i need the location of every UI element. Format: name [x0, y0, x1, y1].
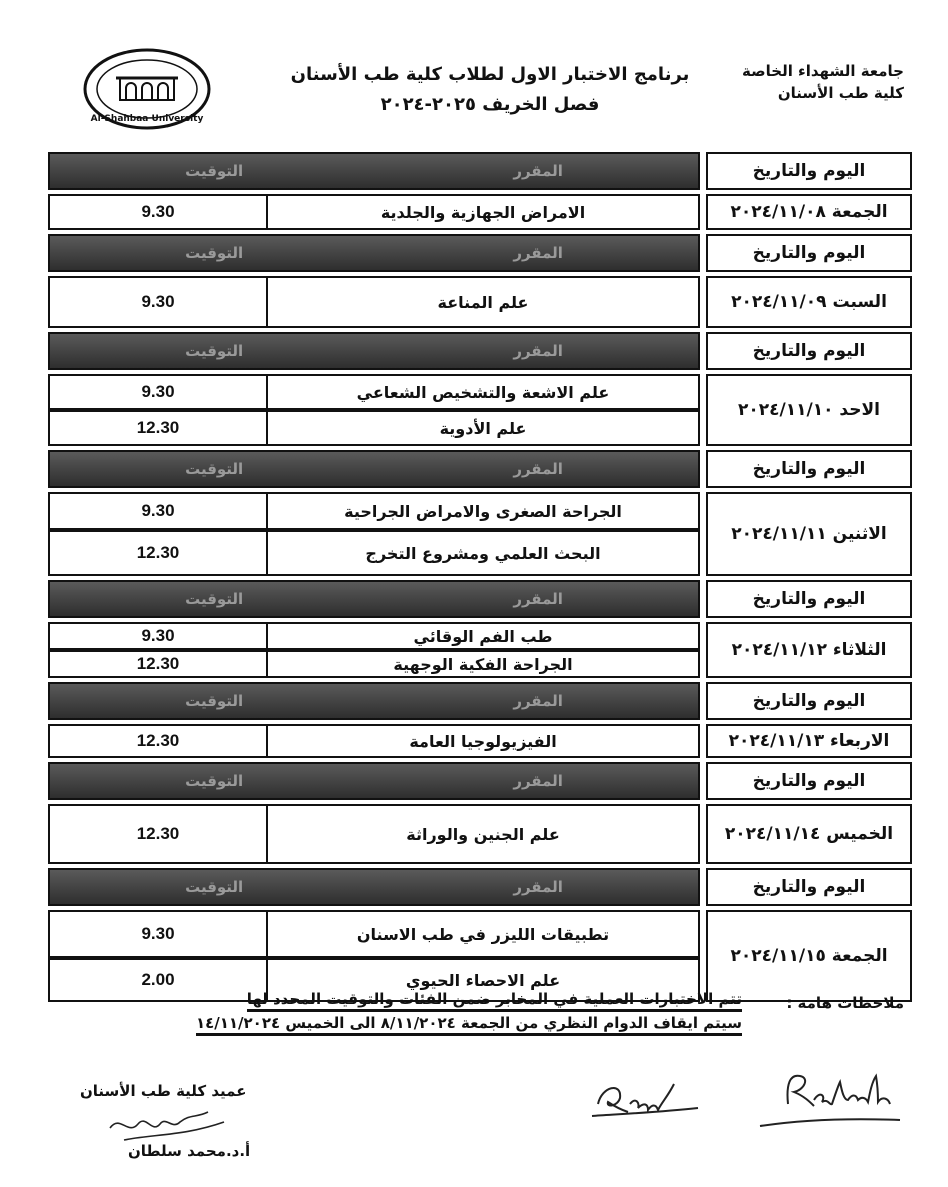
- course-name: علم الأدوية: [268, 410, 700, 446]
- time-header: التوقيت: [185, 342, 244, 360]
- note-item: تتم الاختبارات العملية في المخابر ضمن الفئات والتوقيت المحدد لها: [247, 990, 742, 1012]
- course-name: الجراحة الفكية الوجهية: [268, 650, 700, 678]
- exam-date: الثلاثاء ٢٠٢٤/١١/١٢: [706, 622, 912, 678]
- exam-time: 9.30: [48, 910, 268, 958]
- course-name: علم الجنين والوراثة: [268, 804, 700, 864]
- university-line: جامعة الشهداء الخاصة: [742, 62, 904, 80]
- course-header: المقرر: [513, 772, 563, 790]
- exam-time: 12.30: [48, 530, 268, 576]
- time-header: التوقيت: [185, 692, 244, 710]
- exam-time: 12.30: [48, 804, 268, 864]
- note-item: سيتم ايقاف الدوام النظري من الجمعة ٨/١١/٢٠٢٤ الى الخميس ١٤/١١/٢٠٢٤: [196, 1014, 742, 1036]
- day-date-header: اليوم والتاريخ: [706, 762, 912, 800]
- time-header: التوقيت: [185, 460, 244, 478]
- day-date-header: اليوم والتاريخ: [706, 868, 912, 906]
- signature-ram: [586, 1070, 706, 1130]
- course-name: علم المناعة: [268, 276, 700, 328]
- column-header-row: [48, 868, 700, 906]
- day-date-header: اليوم والتاريخ: [706, 682, 912, 720]
- exam-time: 9.30: [48, 622, 268, 650]
- exam-time: 12.30: [48, 410, 268, 446]
- day-date-header: اليوم والتاريخ: [706, 332, 912, 370]
- column-header-row: [48, 234, 700, 272]
- dean-signature: [104, 1100, 244, 1148]
- course-name: البحث العلمي ومشروع التخرج: [268, 530, 700, 576]
- column-header-row: [48, 450, 700, 488]
- exam-time: 9.30: [48, 492, 268, 530]
- course-header: المقرر: [513, 244, 563, 262]
- column-header-row: [48, 332, 700, 370]
- exam-time: 9.30: [48, 194, 268, 230]
- time-header: التوقيت: [185, 878, 244, 896]
- exam-date: الاثنين ٢٠٢٤/١١/١١: [706, 492, 912, 576]
- day-date-header: اليوم والتاريخ: [706, 234, 912, 272]
- exam-schedule-table: [48, 152, 912, 990]
- course-header: المقرر: [513, 590, 563, 608]
- time-header: التوقيت: [185, 162, 244, 180]
- course-header: المقرر: [513, 692, 563, 710]
- column-header-row: [48, 682, 700, 720]
- document-title: [290, 60, 690, 120]
- exam-time: 12.30: [48, 724, 268, 758]
- exam-time: 9.30: [48, 374, 268, 410]
- university-logo: [82, 48, 212, 130]
- dean-title: عميد كلية طب الأسنان: [80, 1082, 247, 1100]
- exam-time: 2.00: [48, 958, 268, 1002]
- exam-date: السبت ٢٠٢٤/١١/٠٩: [706, 276, 912, 328]
- column-header-row: [48, 152, 700, 190]
- time-header: التوقيت: [185, 590, 244, 608]
- column-header-row: [48, 580, 700, 618]
- course-name: الامراض الجهازية والجلدية: [268, 194, 700, 230]
- title-line: برنامج الاختبار الاول لطلاب كلية طب الأسنان: [290, 64, 690, 85]
- semester-line: فصل الخريف ٢٠٢٥-٢٠٢٤: [380, 94, 600, 115]
- exam-time: 12.30: [48, 650, 268, 678]
- notes-label: ملاحظات هامة :: [786, 994, 904, 1012]
- university-name: [742, 60, 904, 104]
- day-date-header: اليوم والتاريخ: [706, 580, 912, 618]
- column-header-row: [48, 762, 700, 800]
- dean-name: أ.د.محمد سلطان: [128, 1142, 251, 1160]
- exam-date: الاربعاء ٢٠٢٤/١١/١٣: [706, 724, 912, 758]
- course-name: علم الاحصاء الحيوي: [268, 958, 700, 1002]
- course-name: الجراحة الصغرى والامراض الجراحية: [268, 492, 700, 530]
- course-header: المقرر: [513, 878, 563, 896]
- logo-text: Al-Shahbaa University: [90, 114, 204, 124]
- exam-date: الجمعة ٢٠٢٤/١١/٠٨: [706, 194, 912, 230]
- course-header: المقرر: [513, 460, 563, 478]
- exam-date: الجمعة ٢٠٢٤/١١/١٥: [706, 910, 912, 1002]
- exam-time: 9.30: [48, 276, 268, 328]
- course-name: طب الفم الوقائي: [268, 622, 700, 650]
- time-header: التوقيت: [185, 772, 244, 790]
- time-header: التوقيت: [185, 244, 244, 262]
- course-name: الفيزيولوجيا العامة: [268, 724, 700, 758]
- course-header: المقرر: [513, 342, 563, 360]
- course-header: المقرر: [513, 162, 563, 180]
- faculty-line: كلية طب الأسنان: [777, 84, 904, 102]
- exam-date: الاحد ٢٠٢٤/١١/١٠: [706, 374, 912, 446]
- course-name: تطبيقات الليزر في طب الاسنان: [268, 910, 700, 958]
- exam-date: الخميس ٢٠٢٤/١١/١٤: [706, 804, 912, 864]
- day-date-header: اليوم والتاريخ: [706, 152, 912, 190]
- day-date-header: اليوم والتاريخ: [706, 450, 912, 488]
- signature-ramah: [752, 1060, 912, 1140]
- course-name: علم الاشعة والتشخيص الشعاعي: [268, 374, 700, 410]
